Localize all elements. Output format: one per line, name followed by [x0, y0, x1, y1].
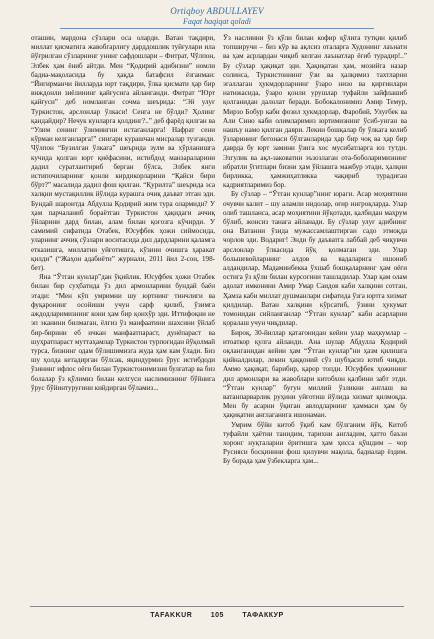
article-title: Faqat haqiqat qoladi — [183, 17, 251, 26]
page-number: 105 — [210, 612, 224, 619]
article-body — [31, 34, 407, 594]
paragraph: Яна “Ўтган кунлар”дан ўқийлик. Юсуфбек ҳожи Отабек билан бир суҳбатида ўз дил армонларини бундай баён этади: “Мен кўп умримни шу юртнинг тинчлиги ва фуқаронинг осойиши учун сарф қилиб, ўзимга аждодларимизнинг кони ҳам бир қонхўр эди. Иттифоқни не эп эканини билмаган, ёлғиз ўз манфаатини шахсини ўйлаб бир-бирини еб ичкан манфаатпараст, дунёпараст ва шуҳратпараст муттаҳамлар Туркистон турпоғидан йўқолмай турса, бизнинг одам бўлишимизга жуда ҳам кам ўлади. Биз шу ҳолда кетадирган бўлсак, яқиндурмиз ўрус истибдоди ўзининг ифлос оёғи билан Туркистонимизни булғатар ва биз болалар ўз қўлимиз билан келгуси наслимизнинг бўйнига ўрус бўйинтуруғини кийдирган бўламиз... — [31, 273, 215, 392]
paragraph: оташин, мардона сўзлари оса оларди. Ватан тақдири, миллат қисматига жавобгарлигу дарддошлик туйғулари ила йўғрилган сўзларнинг унинг сафдошлари – Фитрат, Чўлпон, Элбек ҳам ёниб айтди. Мен “Қодирий адибизни” номли бадиа-мақоласида бу ҳақда батафсил ёзганман: “Йигирманчи йилларда юрт тақдири, ўлка қисмати ҳар бир виждонли зиёлининг қайғусига айланганди. Фитрат “Юрт қайғуси” деб номланган сочма шеърида: “Эй улуғ Туркистон, арслонлар ўлкаси! Сенга не бўлди? Ҳолинг қандайдир? Нечук кунларга қолдинг?..” деб фарёд қилган ва “Улим сенинг ўлимингни истаганларга! Нафрат сени кўрмаи келганларга!” сингари курашчан мисралар тузганди. Чўлпон “Бузилган ўлкага” шеърида зулм ва хўрланишга кучида қолган юрт қиёфасини, истибдод манзараларини дадил суратлантириб берган бўлса, Элбек янги истипочиларнинг қонли кирдикорларини “Қайси бири бўрт?” масалида дадил фош қилган. “Қурилта” шеърида эса халқни мустақиллик йўлида курашга очиқ даъват этган эди. Бундай шароитда Абдулла Қодирий жим тура олармиди? У ҳам парчаланиб бораётган Туркистон ҳақидаги аччиқ ўйларини дард билан, алам билан қоғозга кўчирди. У самимий сифатида Отабек, Юсуфбек ҳожи сиймосида, уларнинг аччиқ сўзлари воситасида дил дардларини қаламга етказишга, миллатни уйғотишга, кўзини очишга ҳаракат қилди” (“Жаҳон адабиёти” журнали, 2011 йил 2-сон, 198-бет). — [31, 34, 215, 273]
paragraph: Бироқ, 30-йиллар қатағонидан кейин улар маҳкумлар – итоаткор қулга айланди. Ана шулар Абдулла Қодирий оқланганидан кейин ҳам “Ўтган кунлар”ни ҳазм қилишга қийналдилар, лекин ҳаққоний сўз шубҳасиз ютиб чиқди. Аммо ҳақиқат, барибир, қарор топди. Юсуфбек ҳожининг дил армонлари ва жавоблари китобхон қалбини забт этди. “Ўтган кунлар” бугун миллий ўзликни англаш ва ватанпарварлик руҳини уйғотиш йўлида хизмат қилмоқда. Мен бу асарни ўқиган авлодларнинг ҳаммаси ҳам бу ҳақиқатни англаганига ишонаман. — [223, 328, 407, 420]
header-divider — [60, 28, 374, 29]
right-column — [223, 34, 407, 594]
page-footer — [0, 612, 434, 619]
paragraph: Умрим бўйи китоб ўқиб кам бўлганим йўқ. Китоб туфайли ҳаётни танидим, тарихни англадим, ҳатто баъзи хоронг нуқталарни ёритишга ҳам ҳисса қўшдим – чор Русияси босқинини фош қилувчи мақола, бадиалар ёздим. Бу борада ҳам ўзбекларга ҳам... — [223, 420, 407, 466]
footer-divider — [30, 606, 404, 607]
paragraph: Ўз наслинни ўз қўли билан кофир қўлига тутқин қилиб топширучи – биз кўр ва ақлсиз оталарга Худонинг лаънати ва ҳам асрлардан чиқиб келган лаънатлар ёғиб турадир!..” Бу сўзлар ҳақиқат эди. Ҳақиқатан ҳам, мозийга назар солинса, Туркистоннинг ўзи ва ҳалқимиз тахтларни эгаллаган ҳукмдорларнинг ўзаро низо ва қирғинлари натижасида, ўзаро қонли урушлар туфайли зайфлашиб қолганидан далолат беради. Бобокалонимиз Амир Темур, Мирзо Бобур каби фозил ҳукмдорлар, Фаробий, Улуғбек ва Али Сино каби олимларимиз юртимизнинг ўсиб-унган ва нашъу намо қилган даври. Лекин бошқалар бу ўлкага келиб ўзларининг бегонаси бўлганларида ҳар бир чоқ ва ҳар бир даврда бу юрт замини ўзига хос мусибатларга юз тутди. Эзгулик ва ақл-заковатни эъзозлаган ота-боболаримизнинг ибратли ўгитлари бизни ҳам ўйлашга мажбур этади, ҳалқни бирликка, ҳамжиҳатликка чақириб турадиган кадриятларимиз бор. — [223, 34, 407, 190]
paragraph: Бу сўзлар – “Ўтган кунлар”нинг юраги. Асар моҳиятини очувчи калит – шу аламли нидолар, оғир ингроқларда. Улар олиб ташланса, асар моҳиятини йўқотади, қалбидан маҳрум бўлиб, жонсиз танага айланади. Бу сўзлар улуғ адибнинг она Ватанни ўзида мужассамлаштирган садо этмоқда чорлов эди. Водариг! Энди бу даъватга лаббай деб чиқувчи арслонлар ўлкасида йўқ қолмаган эди. Улар большевойларнинг алдов ва вадаларига ишониб алдандилар, Мадаминбекка ўхшаб бошқаларнинг ҳам оёғи остига ўз қўли билан курсоғини ташладилар. Улар қам олам адолат имконини Амир Умар Саидов каби халқини сотган, Ҳамза каби миллат душманлари сифатида ўзга юртга хизмат қилдилар. Ватан халқини кўрсатиб, ўзини ҳукумат томонидан сийланганлар “Ўтган кунлар” каби асарларни қоралаш учун чиқдилар. — [223, 190, 407, 328]
left-column — [31, 34, 215, 594]
journal-name-cyrillic: ТАФАККУР — [242, 612, 284, 619]
author-name: Ortiqboy ABDULLAYEV — [170, 6, 264, 16]
journal-name-latin: TAFAKKUR — [150, 612, 193, 619]
page-header — [0, 6, 434, 26]
